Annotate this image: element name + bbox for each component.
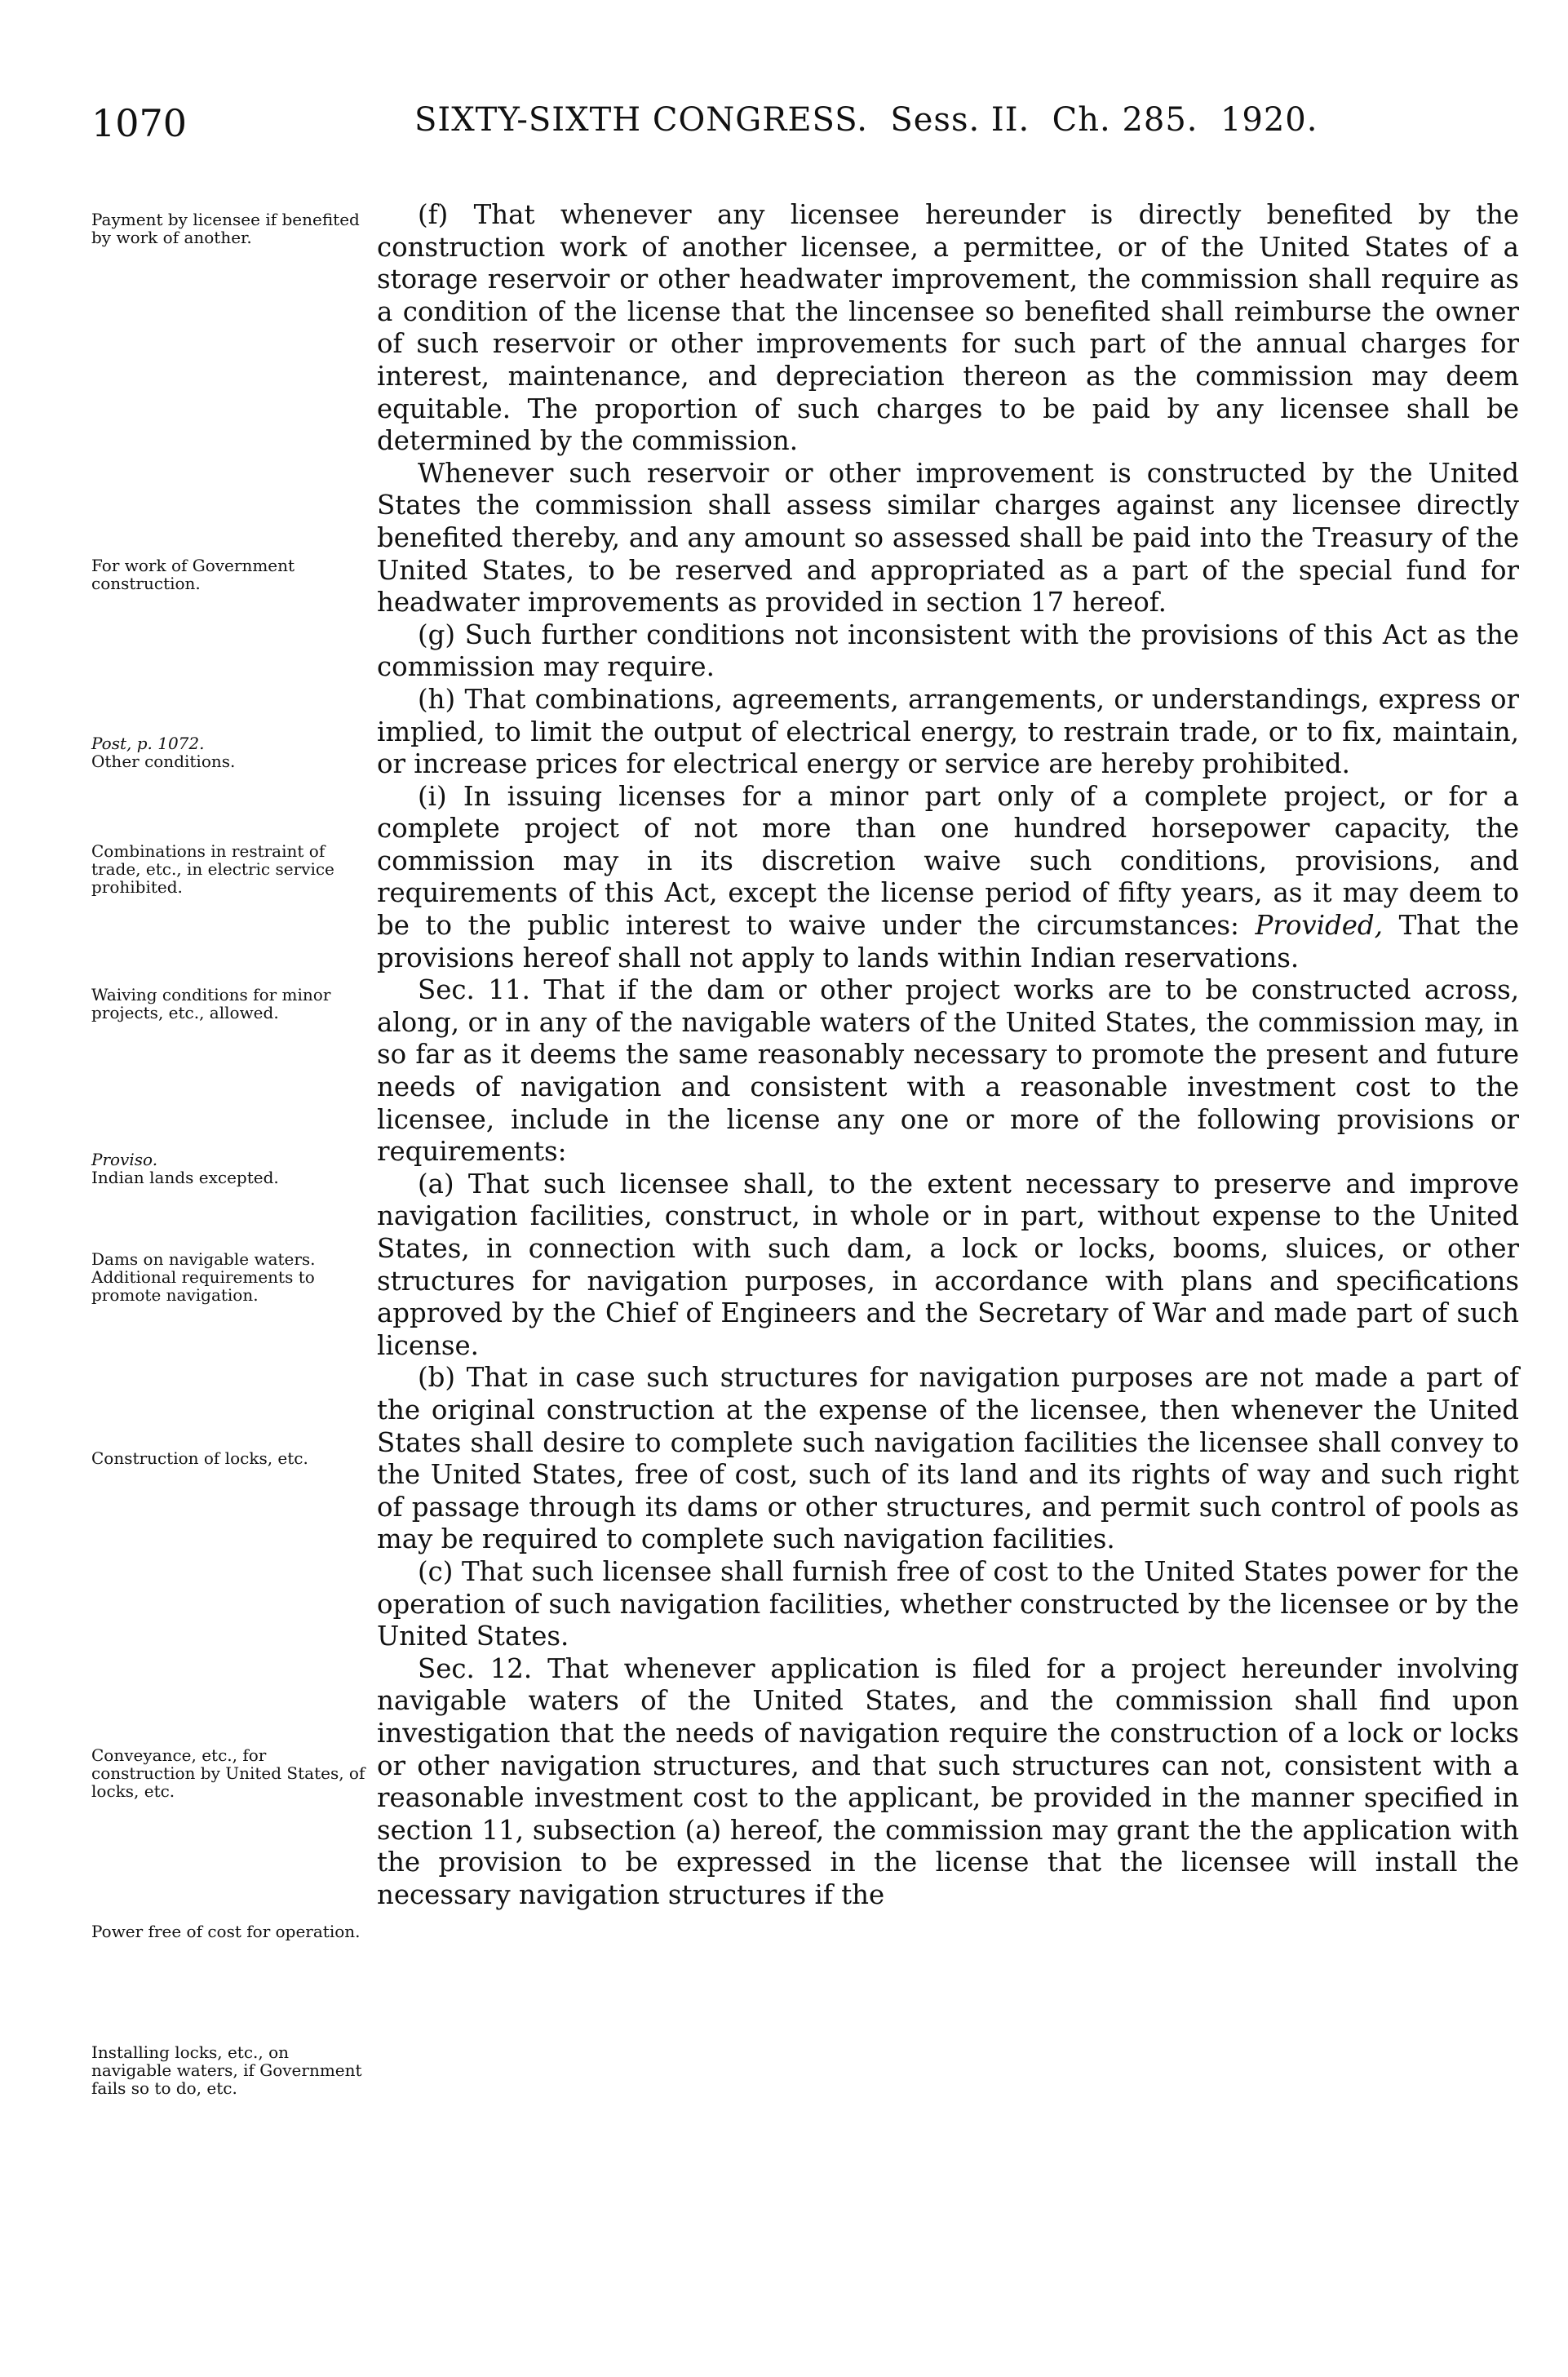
- paragraph-g: (g) Such further conditions not inconsistent with the provisions of this Act as the commission may require.: [377, 619, 1519, 683]
- paragraph-whenever: Whenever such reservoir or other improvement is constructed by the United States the commission shall assess similar charges against any licensee directly benefited thereby, and any amount so assessed shall be paid into the Treasury of the United States, to be reserved and appropriated as a part of the special fund for headwater improvements as provided in section 17 hereof.: [377, 457, 1519, 619]
- margin-note-indian-lands: [91, 1151, 369, 1186]
- statute-body: [377, 199, 1519, 1911]
- session-label: Sess. II.: [890, 101, 1030, 139]
- margin-note-other-conditions: [91, 734, 369, 770]
- margin-note-reference: Post, p. 1072.: [91, 734, 205, 753]
- chapter-label: Ch. 285.: [1052, 101, 1198, 139]
- page-number: 1070: [91, 101, 188, 145]
- year-label: 1920.: [1220, 101, 1318, 139]
- paragraph-h: (h) That combinations, agreements, arrangements, or understandings, express or implied, to limit the output of electrical energy, to restrain trade, or to fix, maintain, or increase prices for electrical energy or service are hereby prohibited.: [377, 683, 1519, 780]
- margin-note-payment: Payment by licensee if benefited by work of another.: [91, 210, 360, 247]
- margin-note-installing-locks: Installing locks, etc., on navigable waters, if Government fails so to do, etc.: [91, 2042, 362, 2098]
- margin-note-waiving: Waiving conditions for minor projects, etc., allowed.: [91, 985, 331, 1022]
- paragraph-a: (a) That such licensee shall, to the extent necessary to preserve and improve navigation facilities, construct, in whole or in part, without expense to the United States, in connection with such dam, a lock or locks, booms, sluices, or other structures for navigation purposes, in accordance with plans and specifications approved by the Chief of Engineers and the Secretary of War and made part of such license.: [377, 1168, 1519, 1361]
- margin-note-additional-requirements: Additional requirements to promote navigation.: [91, 1267, 315, 1305]
- section-11: Sec. 11. That if the dam or other project works are to be constructed across, along, or in any of the navigable waters of the United States, the commission may, in so far as it deems the same reasonably necessary to promote the present and future needs of navigation and consistent with a reasonable investment cost to the licensee, include in the license any one or more of the following provisions or requirements:: [377, 974, 1519, 1168]
- paragraph-i-start: (i) In issuing licenses for a minor part only of a complete project, or for a complete project of not more than one hundred horsepower capacity, the commission may in its discretion waive such conditions, provisions, and requirements of this Act, except the license period of fifty years, as it may deem to be to the public interest to waive under the circumstances:: [377, 780, 1519, 942]
- margin-note-dams: [91, 1250, 369, 1304]
- paragraph-f: (f) That whenever any licensee hereunder is directly benefited by the construction work of another licensee, a permittee, or of the United States of a storage reservoir or other headwater improvement, the commission shall require as a condition of the license that the lincensee so benefited shall reimburse the owner of such reservoir or other improvements for such part of the annual charges for interest, maintenance, and depreciation thereon as the commission may deem equitable. The proportion of such charges to be paid by any licensee shall be determined by the commission.: [377, 199, 1519, 457]
- paragraph-c: (c) That such licensee shall furnish free of cost to the United States power for the operation of such navigation facilities, whether constructed by the licensee or by the United States.: [377, 1555, 1519, 1652]
- paragraph-b: (b) That in case such structures for navigation purposes are not made a part of the original construction at the expense of the licensee, then whenever the United States shall desire to complete such navigation facilities the licensee shall convey to the United States, free of cost, such of its land and its rights of way and such right of passage through its dams or other structures, and permit such control of pools as may be required to complete such navigation facilities.: [377, 1362, 1519, 1555]
- page-header: [91, 96, 1495, 153]
- congress-title: SIXTY-SIXTH CONGRESS.: [414, 101, 868, 139]
- provided-keyword: Provided,: [1255, 910, 1383, 942]
- margin-note-proviso: Proviso.: [91, 1150, 158, 1169]
- margin-note-text: Indian lands excepted.: [91, 1168, 279, 1187]
- paragraph-i-end: That the provisions hereof shall not apply to lands within Indian reservations.: [377, 910, 1520, 973]
- margin-note-combinations: Combinations in restraint of trade, etc., in electric service prohibited.: [91, 841, 334, 897]
- margin-note-power-free: Power free of cost for operation.: [91, 1922, 361, 1941]
- margin-note-conveyance: Conveyance, etc., for construction by United States, of locks, etc.: [91, 1745, 365, 1801]
- margin-note-dams-navigable: Dams on navigable waters.: [91, 1249, 316, 1269]
- margin-note-government-construction: For work of Government construction.: [91, 556, 295, 593]
- section-12: Sec. 12. That whenever application is filed for a project hereunder involving navigable waters of the United States, and the commission shall find upon investigation that the needs of navigation require the construction of a lock or locks or other navigation structures, and that such structures can not, consistent with a reasonable investment cost to the applicant, be provided in the manner specified in section 11, subsection (a) hereof, the commission may grant the the application with the provision to be expressed in the license that the licensee will install the necessary navigation structures if the: [377, 1652, 1519, 1910]
- margin-note-construction-locks: Construction of locks, etc.: [91, 1448, 308, 1468]
- margin-note-text: Other conditions.: [91, 752, 236, 771]
- running-head: [414, 101, 1318, 139]
- paragraph-i: [377, 781, 1519, 975]
